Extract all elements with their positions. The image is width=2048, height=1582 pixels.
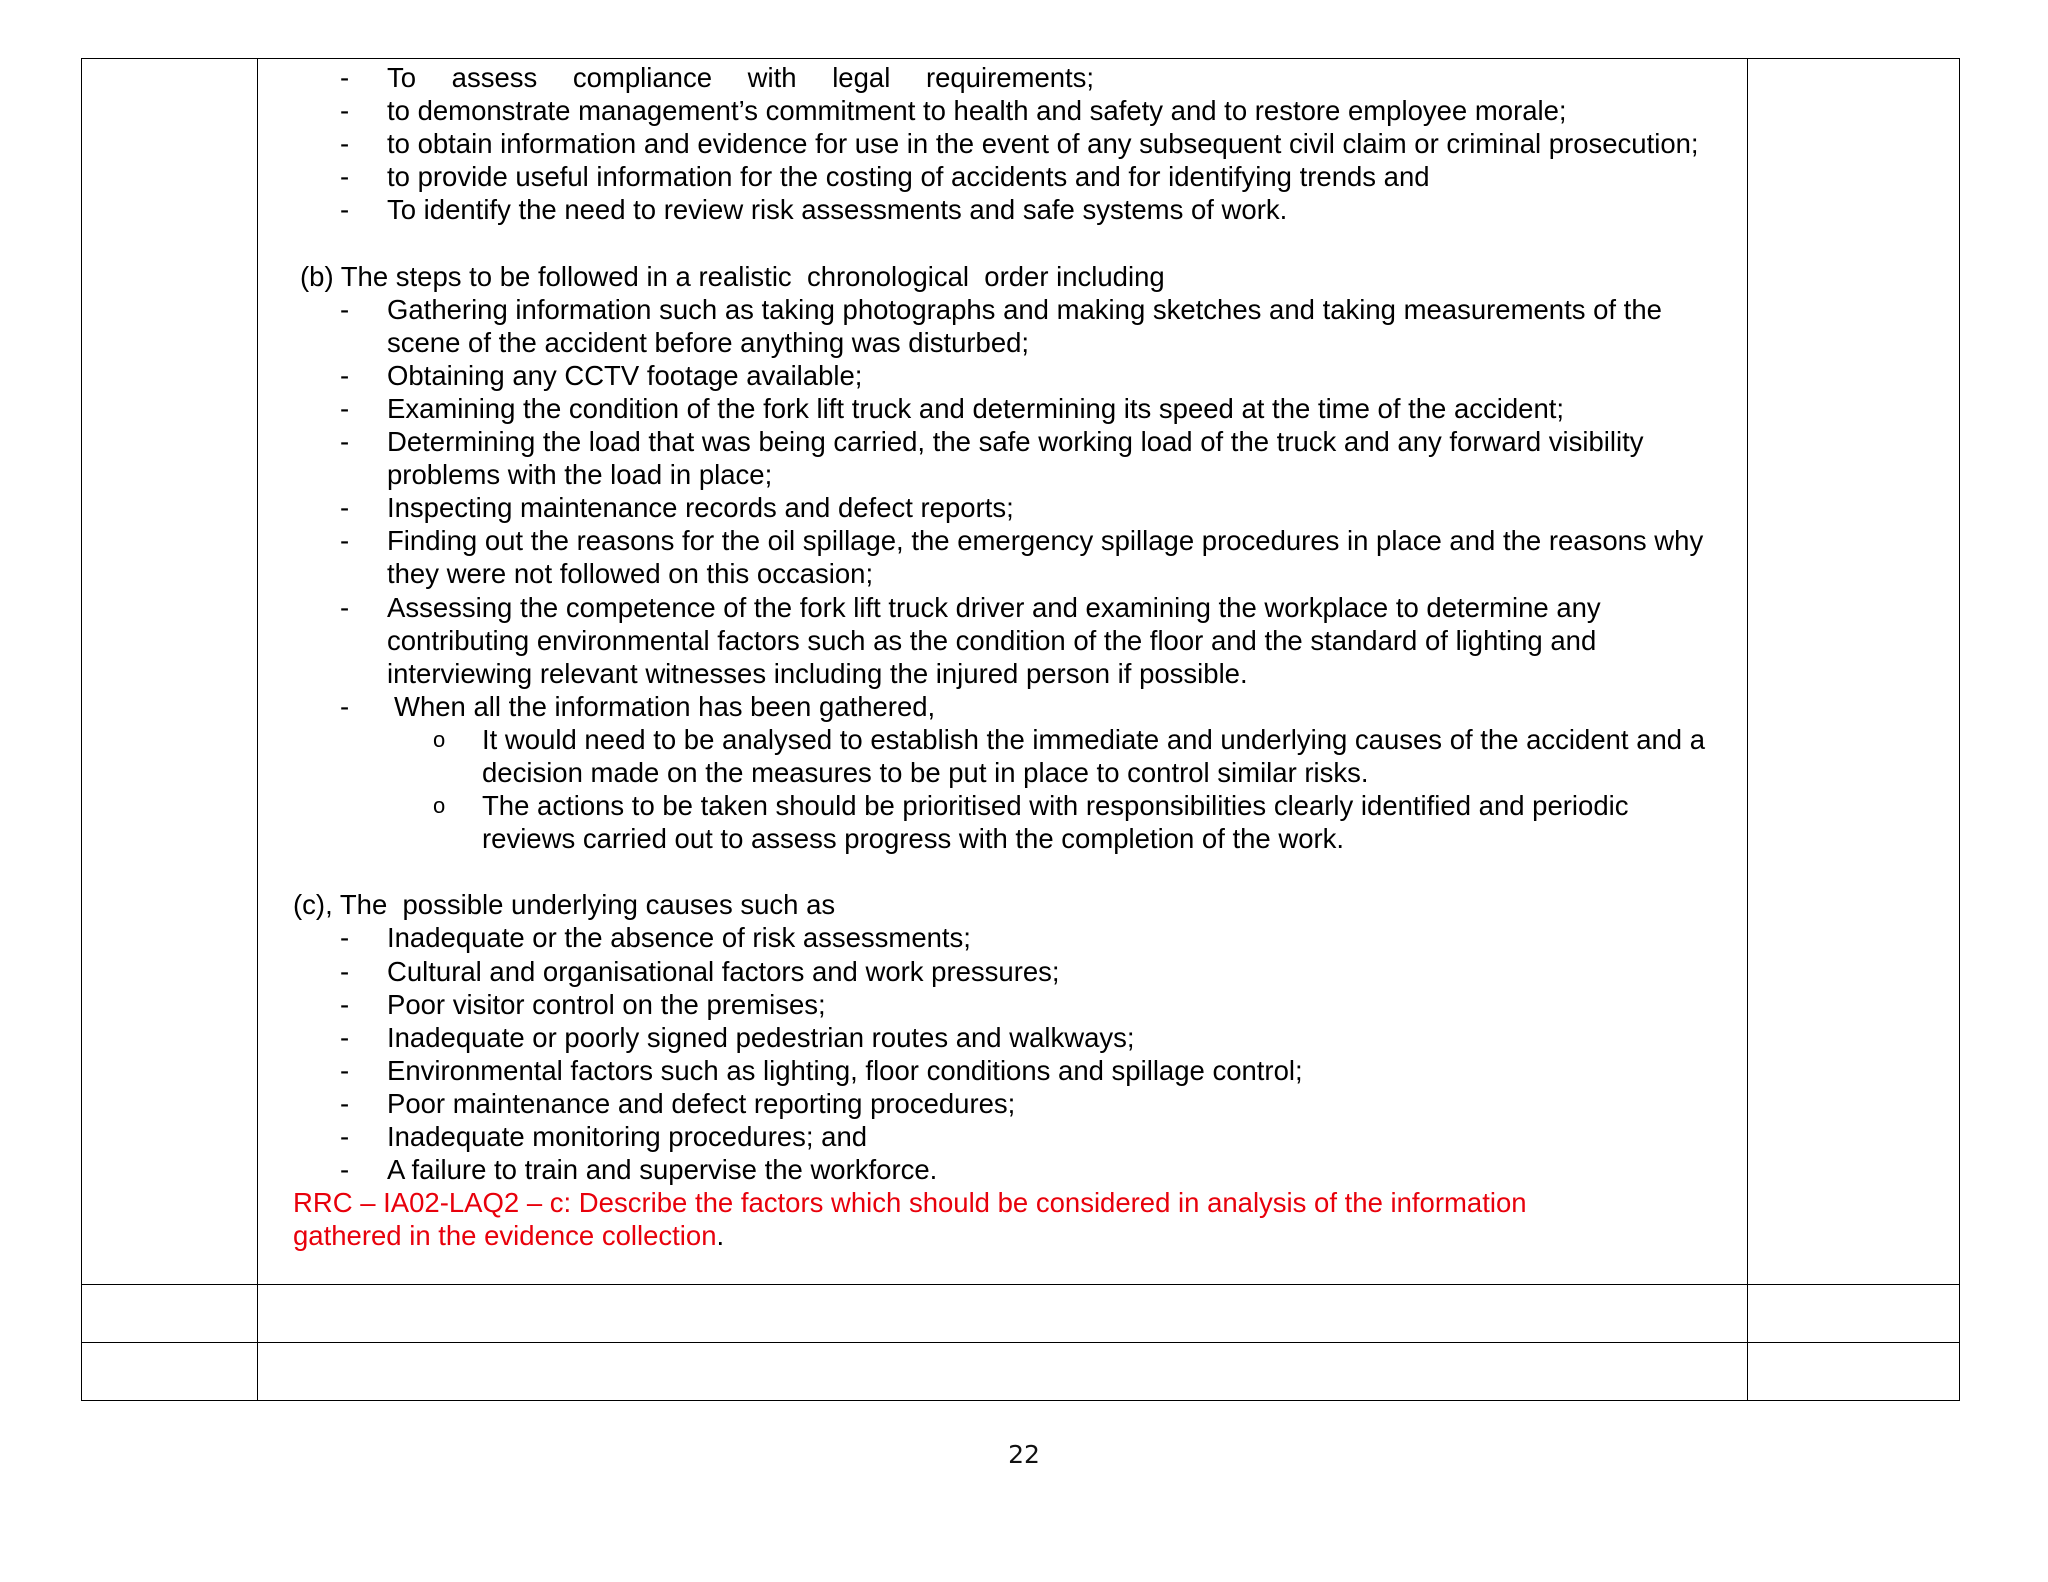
list-item: - to demonstrate management’s commitment to health and safety and to restore employee morale; xyxy=(340,95,1567,127)
bullet-dash: - xyxy=(340,1121,350,1152)
sub-list-item: o The actions to be taken should be prioritised with responsibilities clearly identified and periodic reviews carried out to assess progress with the completion of the work. xyxy=(433,790,1629,855)
empty-cell xyxy=(258,1285,1748,1343)
table-cell-right xyxy=(1748,59,1960,1285)
bullet-dash: - xyxy=(340,690,350,722)
list-item: - Gathering information such as taking photographs and making sketches and taking measurements of the scene of the accident before anything was disturbed; xyxy=(340,293,1662,358)
list-item: - to provide useful information for the costing of accidents and for identifying trends and xyxy=(340,161,1430,193)
sub-list-item: o It would need to be analysed to establish the immediate and underlying causes of the accident and a decision made on the measures to be put in place to control similar risks. xyxy=(433,723,1706,788)
list-item: - Obtaining any CCTV footage available; xyxy=(340,359,863,391)
table-row xyxy=(82,59,1960,1285)
list-item: - Finding out the reasons for the oil spillage, the emergency spillage procedures in place and the reasons why they were not followed on this occasion; xyxy=(340,525,1704,590)
bullet-dash: - xyxy=(340,955,350,987)
list-item: - To identify the need to review risk assessments and safe systems of work. xyxy=(340,194,1288,226)
table-row-empty xyxy=(82,1343,1960,1401)
list-item: - When all the information has been gathered, xyxy=(340,690,936,722)
section-c-list xyxy=(258,921,1747,1186)
empty-cell xyxy=(1748,1343,1960,1401)
list-item: - Poor visitor control on the premises; xyxy=(340,988,826,1020)
bullet-dash: - xyxy=(340,525,350,557)
bullet-dash: - xyxy=(340,128,350,160)
list-item: - Cultural and organisational factors and work pressures; xyxy=(340,955,1060,987)
bullet-dash: - xyxy=(340,95,350,127)
empty-cell xyxy=(1748,1285,1960,1343)
bullet-dash: - xyxy=(340,988,350,1020)
list-item: - Examining the condition of the fork lift truck and determining its speed at the time of the accident; xyxy=(340,392,1565,424)
list-item: - Environmental factors such as lighting, floor conditions and spillage control; xyxy=(340,1054,1303,1086)
bullet-dash: - xyxy=(340,426,350,458)
bullet-dash: - xyxy=(340,62,350,93)
bullet-dash: - xyxy=(340,359,350,391)
answer-content xyxy=(258,59,1747,1252)
list-item: - Assessing the competence of the fork lift truck driver and examining the workplace to determine any contributing environmental factors such as the condition of the floor and the standard of lighting and interviewing relevant witnesses including the injured person if possible. xyxy=(340,591,1601,689)
table-row-empty xyxy=(82,1285,1960,1343)
list-item: - Inadequate or poorly signed pedestrian routes and walkways; xyxy=(340,1021,1135,1053)
bullet-dash: - xyxy=(340,1154,350,1186)
reference-note: RRC – IA02-LAQ2 – c: Describe the factors which should be considered in analysis of the information gathered in the evidence collection. xyxy=(293,1187,1527,1252)
list-item: - Inadequate or the absence of risk assessments; xyxy=(340,922,971,954)
bullet-dash: - xyxy=(340,1054,350,1086)
list-item: - Determining the load that was being carried, the safe working load of the truck and any forward visibility problems with the load in place; xyxy=(340,426,1644,491)
list-item: - Inspecting maintenance records and defect reports; xyxy=(340,492,1014,524)
bullet-dash: - xyxy=(340,492,350,524)
circle-bullet-icon: o xyxy=(433,793,446,819)
list-item: - To assess compliance with legal requirements; xyxy=(340,62,1095,93)
bullet-dash: - xyxy=(340,1087,350,1119)
empty-cell xyxy=(82,1343,258,1401)
bullet-dash: - xyxy=(340,194,350,226)
section-b-heading: (b) The steps to be followed in a realistic chronological order including xyxy=(300,260,1165,292)
bullet-dash: - xyxy=(340,1021,350,1053)
section-c-heading: (c), The possible underlying causes such as xyxy=(293,889,836,921)
table-cell-left xyxy=(82,59,258,1285)
list-item: - to obtain information and evidence for use in the event of any subsequent civil claim or criminal prosecution; xyxy=(340,128,1699,160)
bullet-dash: - xyxy=(340,293,350,325)
section-a-list xyxy=(258,61,1747,226)
section-b-list xyxy=(258,293,1747,723)
bullet-dash: - xyxy=(340,392,350,424)
circle-bullet-icon: o xyxy=(433,726,446,752)
bullet-dash: - xyxy=(340,161,350,193)
answer-table xyxy=(81,58,1960,1401)
empty-cell xyxy=(82,1285,258,1343)
empty-cell xyxy=(258,1343,1748,1401)
list-item: - Poor maintenance and defect reporting procedures; xyxy=(340,1087,1016,1119)
bullet-dash: - xyxy=(340,591,350,623)
section-b-sublist xyxy=(258,723,1747,855)
page-number: 22 xyxy=(1008,1440,1040,1469)
table-cell-content xyxy=(258,59,1748,1285)
list-item: - A failure to train and supervise the workforce. xyxy=(340,1154,938,1186)
bullet-dash: - xyxy=(340,922,350,954)
list-item: - Inadequate monitoring procedures; and xyxy=(340,1121,868,1152)
